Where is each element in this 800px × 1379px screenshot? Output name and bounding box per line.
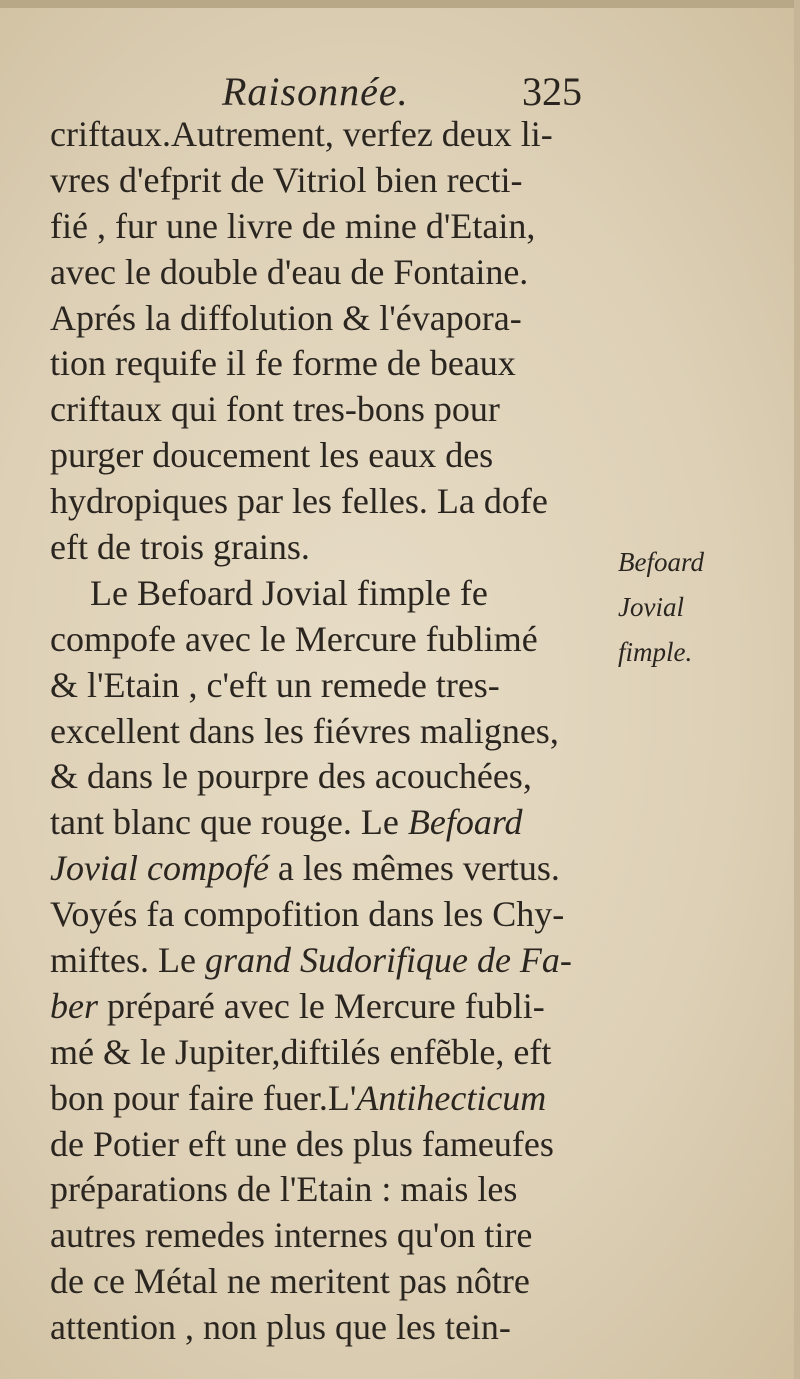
text-line bbox=[50, 1259, 610, 1305]
text-span: bon pour faire fuer.L' bbox=[50, 1077, 357, 1118]
text-line bbox=[50, 525, 610, 571]
italic-span: ber bbox=[50, 985, 98, 1026]
text-span: purger doucement les eaux des bbox=[50, 435, 494, 476]
running-title: Raisonnée. bbox=[222, 69, 409, 114]
text-span: de Potier eft une des plus fameufes bbox=[50, 1123, 554, 1164]
text-span: hydropiques par les felles. La dofe bbox=[50, 481, 548, 522]
text-span: tant blanc que rouge. Le bbox=[50, 802, 408, 843]
text-span: a les mêmes vertus. bbox=[268, 848, 560, 889]
text-line bbox=[50, 571, 610, 617]
margin-note-line: fimple. bbox=[618, 637, 693, 667]
text-line bbox=[50, 1122, 610, 1168]
body-text bbox=[50, 112, 610, 1351]
text-span: vres d'efprit de Vitriol bien recti- bbox=[50, 159, 523, 200]
text-span: mé & le Jupiter,diftilés enfẽble, eft bbox=[50, 1031, 552, 1072]
text-line bbox=[50, 1167, 610, 1213]
text-line bbox=[50, 341, 610, 387]
page-header bbox=[0, 66, 800, 118]
text-line bbox=[50, 938, 610, 984]
text-line bbox=[50, 984, 610, 1030]
text-line bbox=[50, 892, 610, 938]
text-line bbox=[50, 846, 610, 892]
page-right-edge bbox=[794, 0, 800, 1379]
text-span: miftes. Le bbox=[50, 940, 205, 981]
text-span: excellent dans les fiévres malignes, bbox=[50, 710, 559, 751]
text-span: préparations de l'Etain : mais les bbox=[50, 1169, 518, 1210]
text-span: tion requife il fe forme de beaux bbox=[50, 343, 516, 384]
italic-span: Jovial compofé bbox=[50, 848, 269, 889]
text-line bbox=[50, 204, 610, 250]
italic-span: Befoard bbox=[407, 802, 523, 843]
text-line bbox=[50, 250, 610, 296]
margin-note bbox=[618, 540, 768, 675]
text-line bbox=[50, 800, 610, 846]
text-span: préparé avec le Mercure fubli- bbox=[98, 985, 545, 1026]
text-line bbox=[50, 479, 610, 525]
text-span: avec le double d'eau de Fontaine. bbox=[50, 251, 529, 292]
text-line bbox=[50, 387, 610, 433]
margin-note-line: Jovial bbox=[618, 592, 684, 622]
text-span: & l'Etain , c'eft un remede tres- bbox=[50, 664, 500, 705]
margin-note-line: Befoard bbox=[618, 547, 704, 577]
text-line bbox=[50, 433, 610, 479]
text-line bbox=[50, 1076, 610, 1122]
text-span: compofe avec le Mercure fublimé bbox=[50, 618, 538, 659]
page-top-edge bbox=[0, 0, 800, 8]
text-span: criftaux qui font tres-bons pour bbox=[50, 389, 500, 430]
text-span: criftaux.Autrement, verfez deux li- bbox=[50, 114, 553, 154]
text-span: autres remedes internes qu'on tire bbox=[50, 1215, 533, 1256]
text-span: attention , non plus que les tein- bbox=[50, 1307, 511, 1348]
text-span: eft de trois grains. bbox=[50, 527, 310, 568]
text-line bbox=[50, 1213, 610, 1259]
text-span: Aprés la diffolution & l'évapora- bbox=[50, 297, 522, 338]
text-line bbox=[50, 1030, 610, 1076]
text-line bbox=[50, 709, 610, 755]
text-span: & dans le pourpre des acouchées, bbox=[50, 756, 532, 797]
text-span: Le Befoard Jovial fimple fe bbox=[90, 572, 488, 613]
text-span: fié , fur une livre de mine d'Etain, bbox=[50, 205, 536, 246]
page-number: 325 bbox=[522, 69, 582, 114]
text-span: Voyés fa compofition dans les Chy- bbox=[50, 894, 565, 935]
text-line bbox=[50, 158, 610, 204]
text-line bbox=[50, 1305, 610, 1351]
text-line bbox=[50, 754, 610, 800]
italic-span: grand Sudorifique de Fa- bbox=[204, 940, 572, 981]
text-span: de ce Métal ne meritent pas nôtre bbox=[50, 1261, 530, 1302]
text-line bbox=[50, 296, 610, 342]
text-line bbox=[50, 112, 610, 158]
text-line bbox=[50, 617, 610, 663]
italic-span: Antihecticum bbox=[356, 1077, 547, 1118]
text-line bbox=[50, 663, 610, 709]
